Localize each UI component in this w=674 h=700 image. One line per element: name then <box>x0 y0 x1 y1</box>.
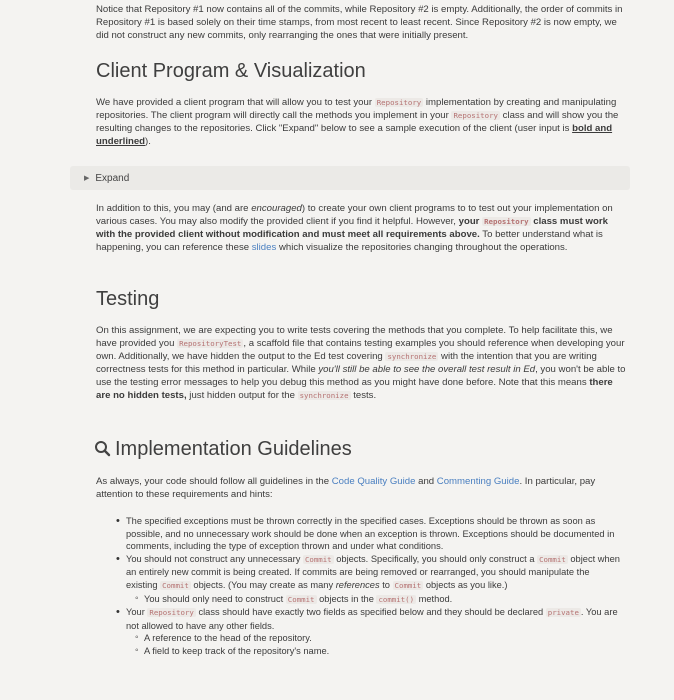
list-subitem: ◦ A reference to the head of the repository. <box>98 632 620 645</box>
bold-text: class must work with the provided client without modification and must meet all requirements above. <box>96 216 608 240</box>
text: To better understand what is happening, you can reference these <box>96 229 603 253</box>
code-repository: Repository <box>149 608 194 618</box>
code-private: private <box>547 608 579 618</box>
bold-text: your <box>458 216 483 227</box>
list-subitem <box>98 593 620 607</box>
code-synchronize: synchronize <box>299 391 349 400</box>
text: You should only need to construct <box>144 593 286 604</box>
bold-underlined-text: bold and underlined <box>96 123 613 147</box>
expand-toggle[interactable] <box>70 166 630 190</box>
text: objects. Specifically, you should only construct a <box>333 553 538 564</box>
text: . You are not allowed to have any other fields. <box>126 607 618 631</box>
list-item <box>98 606 620 632</box>
text: In addition to this, you may (and are <box>96 203 252 214</box>
text: You should not construct any unnecessary <box>126 553 303 564</box>
emphasis: encouraged <box>251 203 302 214</box>
list-subitem: ◦ A field to keep track of the repository's name. <box>98 645 620 658</box>
text: implementation by creating and manipulating repositories. The client program will directly call the methods you implement in your <box>96 97 617 121</box>
text: with the intention that you are writing correctness tests for this method in particular. While <box>96 351 597 375</box>
text: object when an entirely new commit is being created. If commits are being removed or rearranged, you should manipulate the existing <box>126 553 620 590</box>
text: ) to create your own client programs to to test out your implementation on various cases. You may also modify the provided client if you find it helpful. However, <box>96 203 613 227</box>
magnifier-icon <box>94 440 111 457</box>
text: just hidden output for the <box>186 390 298 401</box>
text: Your <box>126 607 148 618</box>
text: objects. (You may create as many <box>190 579 336 590</box>
intro-paragraph: Notice that Repository #1 now contains all of the commits, while Repository #2 is empty. Additionally, the order of commits in Repository #1 is based solely on their time stamps, from most recent to least recent. Since Repository #2 is now empty, we did not construct any new commits, only rearranging the ones that were initially present. <box>96 4 623 41</box>
text: objects as you like.) <box>423 579 508 590</box>
code-repository: Repository <box>376 98 422 107</box>
code-commit-method: commit() <box>378 594 415 604</box>
testing-paragraph <box>96 324 626 402</box>
code-repository: Repository <box>484 217 529 226</box>
text: to <box>379 579 393 590</box>
text: , you won't be able to use the testing error messages to help you debug this method as you might have done before. Note that this means <box>96 364 626 388</box>
code-repository-test: RepositoryTest <box>179 339 242 348</box>
code-repository: Repository <box>453 111 498 120</box>
section-heading-implementation <box>94 438 352 461</box>
client-paragraph-1 <box>96 96 622 148</box>
text: tests. <box>350 390 377 401</box>
bold-text: there are no hidden tests, <box>96 377 613 401</box>
triangle-right-icon: ▶ <box>84 175 90 182</box>
expand-label: Expand <box>95 172 130 184</box>
section-heading-client-program: Client Program & Visualization <box>96 60 366 82</box>
emphasis: references <box>335 579 380 590</box>
text: ). <box>145 136 151 147</box>
heading-text: Implementation Guidelines <box>115 438 352 460</box>
text: As always, your code should follow all guidelines in the <box>96 476 332 487</box>
text: . In particular, pay attention to these requirements and hints: <box>96 476 596 500</box>
code-commit: Commit <box>304 554 332 564</box>
code-synchronize: synchronize <box>387 352 437 361</box>
commenting-guide-link[interactable]: Commenting Guide <box>436 476 520 487</box>
code-commit: Commit <box>287 594 315 604</box>
code-commit: Commit <box>162 580 189 590</box>
text: , a scaffold file that contains testing examples you should reference when developing your own. Additionally, we have hidden the output to the Ed test covering <box>96 338 625 362</box>
text: which visualize the repositories changing throughout the operations. <box>276 242 568 253</box>
requirements-list <box>98 515 620 658</box>
text: On this assignment, we are expecting you to write tests covering the methods that you complete. To help facilitate this, we have provided you <box>96 325 613 349</box>
text: and <box>415 476 437 487</box>
text: objects in the <box>316 593 377 604</box>
impl-paragraph <box>96 475 622 501</box>
text: class and will show you the resulting changes to the repositories. Click "Expand" below to see a sample execution of the client (user input is <box>96 110 619 134</box>
text: We have provided a client program that will allow you to test your <box>96 97 375 108</box>
text: method. <box>416 593 453 604</box>
client-paragraph-2 <box>96 202 626 254</box>
code-commit: Commit <box>394 580 422 590</box>
section-heading-testing: Testing <box>96 288 160 310</box>
code-commit: Commit <box>539 554 566 564</box>
list-item <box>98 553 620 593</box>
slides-link[interactable]: slides <box>251 242 277 253</box>
text: class should have exactly two fields as specified below and they should be declared <box>195 607 546 618</box>
code-quality-guide-link[interactable]: Code Quality Guide <box>331 476 416 487</box>
emphasis: you'll still be able to see the overall test result in Ed <box>318 364 536 375</box>
list-item: • The specified exceptions must be thrown correctly in the specified cases. Exceptions should be thrown as soon as possible, and no unnecessary work should be done when an exception is thrown. Exceptions should be documented in comments, including the type of exception thrown and under what conditions. <box>98 515 620 553</box>
